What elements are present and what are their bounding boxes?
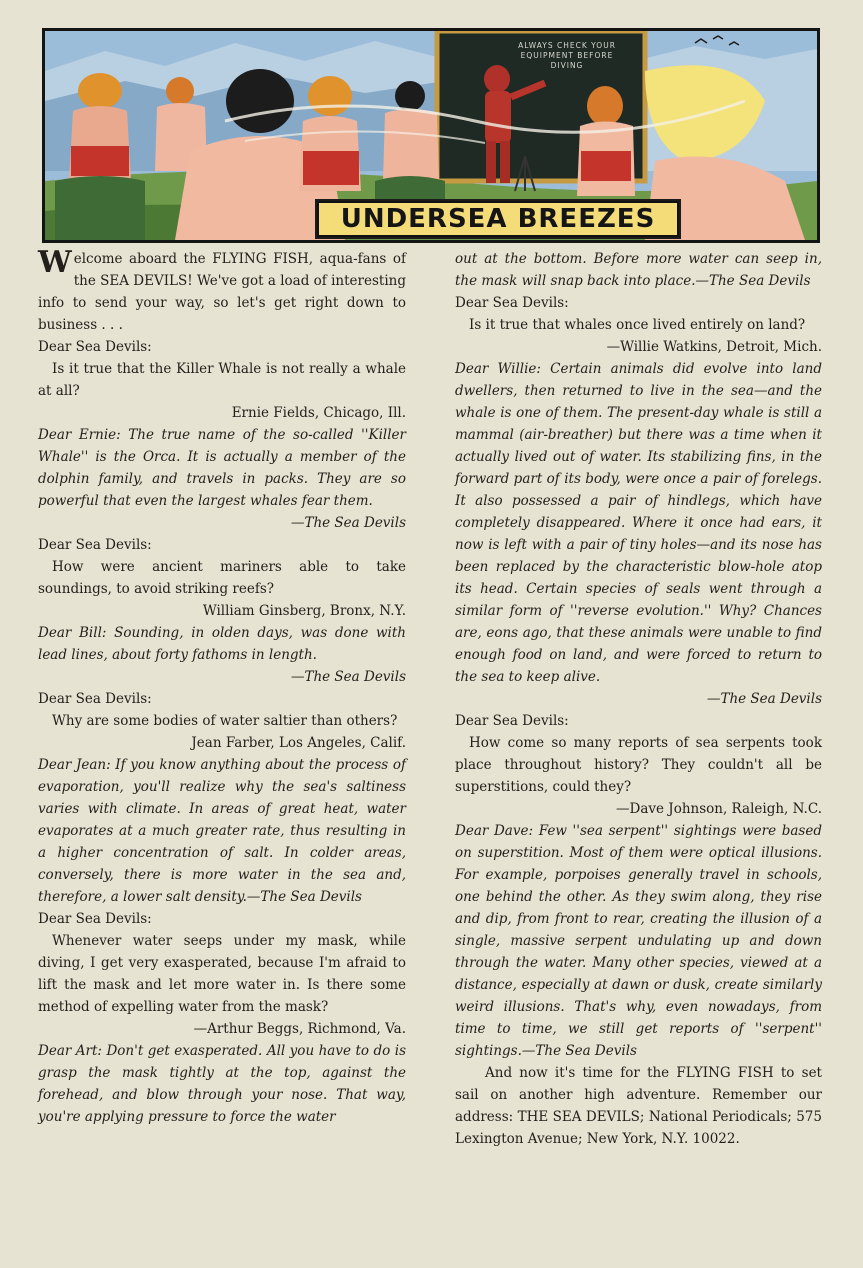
letter-answer: Dear Dave: Few ''sea serpent'' sightings were based on superstition. Most of them were optical illusions. For example, porpoises generally travel in schools, one behind the other. As they swim along, they rise and dip, from front to rear, creating the illusion of a single, massive serpent undulating up and down through the water. Many other species, viewed at a distance, especially at dawn or dusk, create similarly weird illusions. That's why, even nowadays, from time to time, we still get reports of ''serpent'' sightings.—The Sea Devils <box>455 823 822 1059</box>
letter-answer: Dear Bill: Sounding, in olden days, was done with lead lines, about forty fathoms in length. <box>38 625 406 663</box>
letter-3 <box>38 688 406 908</box>
letter-salutation: Dear Sea Devils: <box>38 339 152 355</box>
letter-signature: William Ginsberg, Bronx, N.Y. <box>202 603 406 619</box>
drop-cap: W <box>38 245 72 280</box>
page-title: UNDERSEA BREEZES <box>317 201 679 237</box>
intro-text: elcome aboard the FLYING FISH, aqua-fans of the SEA DEVILS! We've got a load of interesting info to send your way, so let's get right down to business . . . <box>38 251 406 333</box>
letter-question: Whenever water seeps under my mask, while diving, I get very exasperated, because I'm afraid to lift the mask and let more water in. Is there some method of expelling water from the mask? <box>38 933 406 1015</box>
answer-signature: —The Sea Devils <box>706 691 822 707</box>
letter-answer: Dear Art: Don't get exasperated. All you have to do is grasp the mask tightly at the top, against the forehead, and blow through your nose. That way, you're applying pressure to force the water <box>38 1043 406 1125</box>
answer-continuation: out at the bottom. Before more water can seep in, the mask will snap back into place.—The Sea Devils <box>455 251 822 289</box>
letter-signature: Jean Farber, Los Angeles, Calif. <box>191 735 406 751</box>
letter-2 <box>38 534 406 688</box>
letter-signature: —Dave Johnson, Raleigh, N.C. <box>616 801 822 817</box>
letter-question: Is it true that whales once lived entirely on land? <box>469 317 806 333</box>
intro-paragraph <box>38 245 406 336</box>
letter-question: Why are some bodies of water saltier than others? <box>52 713 398 729</box>
chalkboard-text: ALWAYS CHECK YOUR EQUIPMENT BEFORE DIVING <box>518 41 616 70</box>
letter-salutation: Dear Sea Devils: <box>38 537 152 553</box>
letter-question: Is it true that the Killer Whale is not really a whale at all? <box>38 361 406 399</box>
letter-signature: Ernie Fields, Chicago, Ill. <box>231 405 406 421</box>
closing-paragraph: And now it's time for the FLYING FISH to set sail on another high adventure. Remember our address: THE SEA DEVILS; National Periodicals; 575 Lexington Avenue; New York, N.Y. 10022. <box>455 1065 822 1147</box>
letter-signature: —Willie Watkins, Detroit, Mich. <box>606 339 822 355</box>
letter-1 <box>38 336 406 534</box>
answer-signature: —The Sea Devils <box>290 515 406 531</box>
letter-answer: Dear Willie: Certain animals did evolve into land dwellers, then returned to live in the sea—and the whale is one of them. The present-day whale is still a mammal (air-breather) but there was a time when it actually lived out of water. Its stabilizing fins, in the forward part of its body, were once a pair of forelegs. It also possessed a pair of hindlegs, which have completely disappeared. Where it once had ears, it now is left with a pair of tiny holes—and its nose has been replaced by the characteristic blow-hole atop its head. Certain species of seals went through a similar form of ''reverse evolution.'' Why? Chances are, eons ago, that these animals were unable to find enough food on land, and were forced to return to the sea to keep alive. <box>455 361 822 685</box>
letter-answer: Dear Jean: If you know anything about the process of evaporation, you'll realize why the sea's saltiness varies with climate. In areas of great heat, water evaporates at a much greater rate, thus resulting in a higher concentration of salt. In colder areas, conversely, there is more water in the sea and, therefore, a lower salt density.—The Sea Devils <box>38 757 406 905</box>
letter-salutation: Dear Sea Devils: <box>455 295 569 311</box>
letter-answer: Dear Ernie: The true name of the so-called ''Killer Whale'' is the Orca. It is actually a member of the dolphin family, and travels in packs. They are so powerful that even the largest whales fear them. <box>38 427 406 509</box>
title-banner <box>315 199 681 239</box>
letter-question: How come so many reports of sea serpents took place throughout history? They couldn't all be superstitions, could they? <box>455 735 822 795</box>
letter-question: How were ancient mariners able to take soundings, to avoid striking reefs? <box>38 559 406 597</box>
letter-salutation: Dear Sea Devils: <box>455 713 569 729</box>
header-illustration <box>42 28 820 243</box>
letter-salutation: Dear Sea Devils: <box>38 911 152 927</box>
letter-salutation: Dear Sea Devils: <box>38 691 152 707</box>
letter-5 <box>455 292 822 710</box>
right-column <box>455 248 822 1150</box>
letter-signature: —Arthur Beggs, Richmond, Va. <box>193 1021 406 1037</box>
letter-6 <box>455 710 822 1062</box>
left-column <box>38 245 406 1128</box>
letter-4 <box>38 908 406 1128</box>
answer-signature: —The Sea Devils <box>290 669 406 685</box>
